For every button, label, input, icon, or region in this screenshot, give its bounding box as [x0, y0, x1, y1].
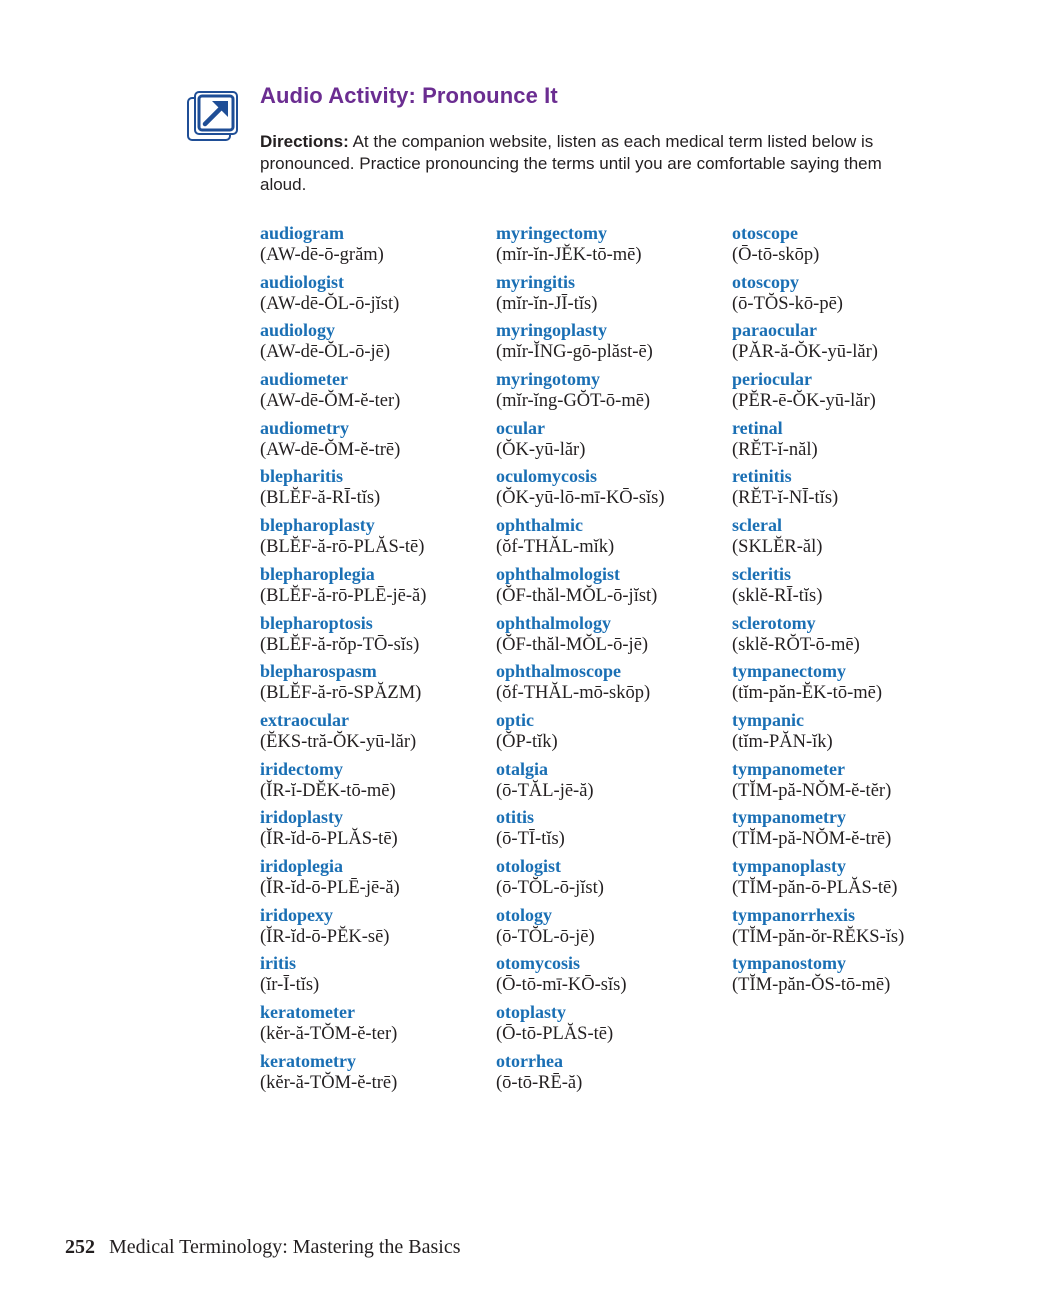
term-pronunciation: (AW-dē-ŎL-ō-jē) [260, 342, 391, 363]
term-pronunciation: (TĬM-păn-ŎS-tō-mē) [732, 975, 891, 996]
term-column-1 [260, 222, 426, 1098]
term-word: retinal [732, 417, 783, 438]
term-column-3 [732, 222, 904, 1001]
term-entry [260, 563, 426, 612]
term-pronunciation: (ŎP-tĭk) [496, 731, 558, 752]
term-entry [732, 612, 904, 661]
term-word: scleritis [732, 563, 791, 584]
term-entry [496, 563, 665, 612]
term-entry [496, 514, 665, 563]
term-word: iritis [260, 953, 296, 974]
term-entry [732, 514, 904, 563]
term-word: audiometry [260, 417, 349, 438]
term-word: iridopexy [260, 904, 334, 925]
term-word: sclerotomy [732, 612, 816, 633]
term-pronunciation: (ĔKS-tră-ŎK-yū-lăr) [260, 731, 417, 752]
term-pronunciation: (mĭr-ĭng-GŎT-ō-mē) [496, 391, 651, 412]
term-word: iridoplasty [260, 807, 344, 828]
term-entry [260, 514, 426, 563]
term-pronunciation: (BLĔF-ă-rō-PLĂS-tē) [260, 537, 425, 558]
term-entry [732, 465, 904, 514]
term-word: iridectomy [260, 758, 343, 779]
term-word: tympanic [732, 709, 804, 730]
term-pronunciation: (Ō-tō-PLĂS-tē) [496, 1024, 614, 1044]
term-entry [496, 1050, 665, 1099]
term-word: audiology [260, 320, 336, 341]
term-pronunciation: (sklĕ-RĪ-tĭs) [732, 585, 823, 606]
term-word: optic [496, 709, 534, 730]
term-pronunciation: (ĬR-ĭ-DĔK-tō-mē) [260, 780, 396, 801]
term-entry [260, 1050, 426, 1099]
term-word: otitis [496, 807, 534, 828]
term-pronunciation: (mĭr-ĭn-JĔK-tō-mē) [496, 245, 642, 265]
term-pronunciation: (ĬR-ĭd-ō-PLĒ-jē-ă) [260, 877, 400, 898]
term-pronunciation: (tĭm-păn-ĔK-tō-mē) [732, 683, 882, 704]
term-pronunciation: (mĭr-ĬNG-gō-plăst-ē) [496, 342, 653, 363]
term-pronunciation: (PĔR-ē-ŎK-yū-lăr) [732, 391, 876, 412]
term-pronunciation: (ĬR-ĭd-ō-PLĂS-tē) [260, 829, 398, 850]
term-pronunciation: (BLĔF-ă-rō-SPĂZM) [260, 683, 422, 704]
term-pronunciation: (TĬM-păn-ŏr-RĔKS-ĭs) [732, 926, 905, 947]
term-entry [260, 709, 426, 758]
term-entry [260, 319, 426, 368]
term-entry [732, 855, 904, 904]
term-pronunciation: (ŎF-thăl-MŎL-ō-jē) [496, 634, 649, 655]
term-word: myringoplasty [496, 320, 608, 341]
term-entry [496, 952, 665, 1001]
term-entry [260, 1001, 426, 1050]
term-entry [496, 1001, 665, 1050]
term-entry [496, 709, 665, 758]
term-word: audiogram [260, 223, 345, 243]
term-entry [732, 952, 904, 1001]
term-pronunciation: (ŏf-THĂL-mĭk) [496, 537, 615, 558]
term-word: myringotomy [496, 369, 600, 390]
term-pronunciation: (ō-TŎL-ō-jē) [496, 926, 595, 947]
book-title: Medical Terminology: Mastering the Basics [109, 1236, 461, 1258]
term-entry [496, 368, 665, 417]
term-pronunciation: (Ō-tō-mī-KŌ-sĭs) [496, 975, 627, 996]
term-entry [260, 855, 426, 904]
term-word: tympanectomy [732, 661, 846, 682]
term-word: tympanometer [732, 758, 845, 779]
term-pronunciation: (ŎK-yū-lăr) [496, 439, 586, 460]
term-column-2 [496, 222, 665, 1098]
term-word: otoscope [732, 223, 798, 243]
term-entry [260, 660, 426, 709]
term-word: tympanometry [732, 807, 846, 828]
term-entry [496, 855, 665, 904]
term-pronunciation: (AW-dē-ŎM-ĕ-ter) [260, 391, 401, 412]
directions-paragraph [260, 131, 920, 196]
activity-title: Audio Activity: Pronounce It [260, 83, 558, 108]
term-entry [732, 709, 904, 758]
term-word: scleral [732, 515, 782, 536]
term-pronunciation: (ĭr-Ī-tĭs) [260, 975, 320, 996]
term-pronunciation: (TĬM-pă-NŎM-ĕ-trē) [732, 829, 892, 850]
term-entry [732, 806, 904, 855]
term-word: tympanoplasty [732, 855, 847, 876]
term-word: keratometry [260, 1050, 356, 1071]
term-entry [260, 368, 426, 417]
term-word: audiometer [260, 369, 348, 390]
directions-label: Directions: [260, 132, 349, 151]
term-word: ophthalmoscope [496, 661, 622, 682]
term-pronunciation: (TĬM-pă-NŎM-ĕ-tĕr) [732, 780, 892, 801]
term-entry [260, 417, 426, 466]
term-word: keratometer [260, 1002, 355, 1022]
term-pronunciation: (AW-dē-ō-grăm) [260, 245, 384, 265]
term-entry [496, 758, 665, 807]
term-word: myringectomy [496, 223, 607, 243]
term-word: ophthalmic [496, 515, 584, 536]
term-entry [732, 904, 904, 953]
term-pronunciation: (AW-dē-ŎL-ō-jĭst) [260, 293, 400, 314]
term-word: paraocular [732, 320, 817, 341]
term-entry [496, 904, 665, 953]
term-word: otalgia [496, 758, 548, 779]
term-pronunciation: (BLĔF-ă-RĪ-tĭs) [260, 488, 381, 509]
term-pronunciation: (ō-TĂL-jē-ă) [496, 780, 594, 801]
term-entry [732, 222, 904, 271]
term-entry [496, 319, 665, 368]
term-entry [732, 758, 904, 807]
term-word: blepharoptosis [260, 612, 373, 633]
term-word: retinitis [732, 466, 792, 487]
term-pronunciation: (ŎK-yū-lō-mī-KŌ-sĭs) [496, 488, 665, 509]
term-pronunciation: (kĕr-ă-TŎM-ĕ-trē) [260, 1072, 398, 1093]
external-link-icon [186, 90, 240, 142]
term-entry [260, 952, 426, 1001]
term-entry [260, 806, 426, 855]
term-entry [732, 271, 904, 320]
term-entry [732, 319, 904, 368]
term-pronunciation: (tĭm-PĂN-ĭk) [732, 731, 833, 752]
term-entry [732, 417, 904, 466]
term-entry [260, 271, 426, 320]
term-word: periocular [732, 369, 812, 390]
term-pronunciation: (RĔT-ĭ-NĪ-tĭs) [732, 488, 839, 509]
term-entry [260, 904, 426, 953]
term-word: tympanorrhexis [732, 904, 855, 925]
term-word: myringitis [496, 271, 575, 292]
term-word: ophthalmology [496, 612, 612, 633]
term-word: extraocular [260, 709, 349, 730]
term-word: blepharospasm [260, 661, 377, 682]
term-entry [732, 660, 904, 709]
term-word: otology [496, 904, 552, 925]
term-word: otoscopy [732, 271, 799, 292]
term-word: oculomycosis [496, 466, 597, 487]
term-entry [496, 417, 665, 466]
term-pronunciation: (ō-TĪ-tĭs) [496, 829, 565, 850]
term-pronunciation: (kĕr-ă-TŎM-ĕ-ter) [260, 1024, 398, 1044]
term-pronunciation: (BLĔF-ă-rŏp-TŌ-sĭs) [260, 634, 420, 655]
term-entry [732, 368, 904, 417]
page-number: 252 [65, 1236, 95, 1258]
term-word: otoplasty [496, 1002, 567, 1022]
term-pronunciation: (ō-TŎS-kō-pē) [732, 293, 843, 314]
term-entry [260, 465, 426, 514]
term-entry [496, 612, 665, 661]
term-word: iridoplegia [260, 855, 344, 876]
term-pronunciation: (ŏf-THĂL-mō-skōp) [496, 683, 651, 704]
term-pronunciation: (sklĕ-RŎT-ō-mē) [732, 634, 860, 655]
term-word: otorrhea [496, 1050, 563, 1071]
term-pronunciation: (AW-dē-ŎM-ĕ-trē) [260, 439, 401, 460]
term-word: audiologist [260, 271, 345, 292]
term-word: blepharoplasty [260, 515, 375, 536]
term-entry [496, 806, 665, 855]
term-pronunciation: (ŎF-thăl-MŎL-ō-jĭst) [496, 585, 658, 606]
term-entry [496, 465, 665, 514]
term-entry [260, 758, 426, 807]
term-entry [496, 660, 665, 709]
term-word: tympanostomy [732, 953, 847, 974]
term-pronunciation: (mĭr-ĭn-JĪ-tĭs) [496, 293, 598, 314]
term-pronunciation: (SKLĔR-ăl) [732, 537, 823, 558]
term-pronunciation: (ō-tō-RĒ-ă) [496, 1072, 583, 1093]
page-footer [65, 1236, 461, 1259]
term-pronunciation: (BLĔF-ă-rō-PLĒ-jē-ă) [260, 585, 427, 606]
term-pronunciation: (TĬM-păn-ō-PLĂS-tē) [732, 877, 898, 898]
term-entry [732, 563, 904, 612]
term-pronunciation: (PĂR-ă-ŎK-yū-lăr) [732, 342, 878, 363]
term-word: blepharitis [260, 466, 344, 487]
term-pronunciation: (ō-TŎL-ō-jĭst) [496, 877, 604, 898]
term-entry [260, 222, 426, 271]
term-word: ocular [496, 417, 545, 438]
term-pronunciation: (RĔT-ĭ-năl) [732, 439, 818, 460]
term-entry [260, 612, 426, 661]
term-word: otomycosis [496, 953, 580, 974]
term-entry [496, 222, 665, 271]
directions-text: At the companion website, listen as each medical term listed below is pronounced. Practice pronouncing the terms until you are comfortable saying them aloud. [260, 132, 882, 194]
term-word: ophthalmologist [496, 563, 621, 584]
term-word: blepharoplegia [260, 563, 375, 584]
term-entry [496, 271, 665, 320]
term-pronunciation: (Ō-tō-skōp) [732, 245, 820, 265]
term-pronunciation: (ĬR-ĭd-ō-PĔK-sē) [260, 926, 390, 947]
term-word: otologist [496, 855, 561, 876]
